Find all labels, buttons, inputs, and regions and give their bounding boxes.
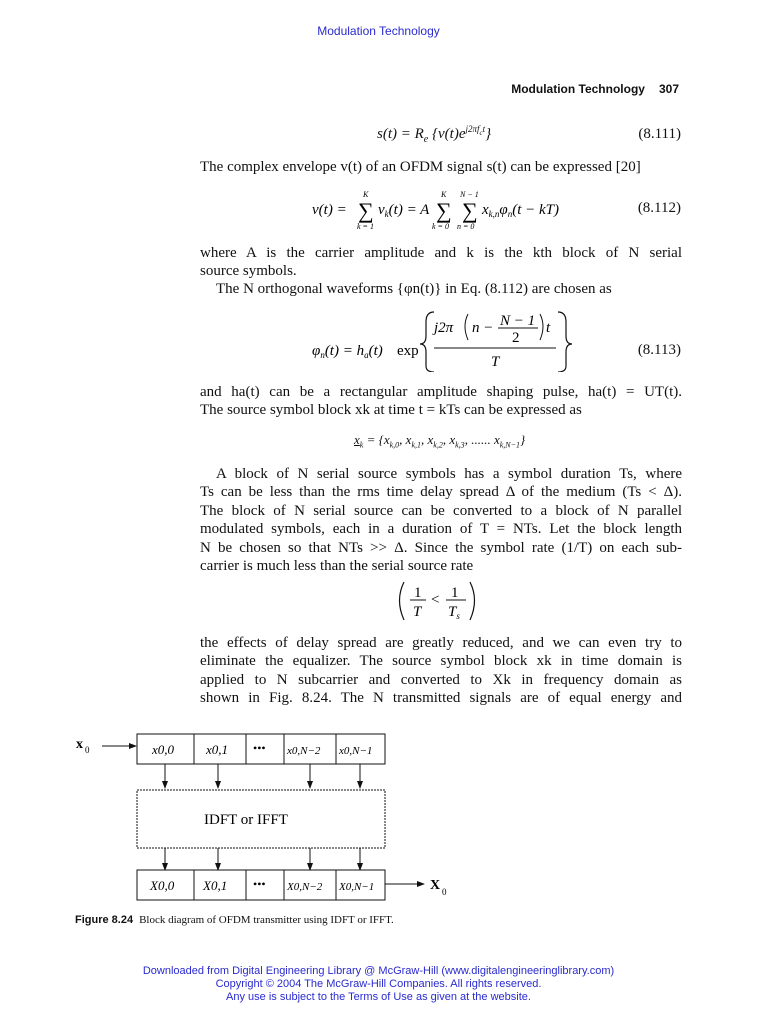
- svg-text:∑: ∑: [358, 198, 374, 223]
- svg-text:N − 1: N − 1: [460, 190, 479, 199]
- svg-text:1: 1: [451, 585, 459, 601]
- running-title: Modulation Technology: [317, 24, 440, 38]
- page-header: [511, 82, 679, 96]
- bottom-cell-1: X0,1: [203, 878, 228, 893]
- paragraph-5: A block of N serial source symbols has a symbol duration Ts, where Ts can be less than the rms time delay spread Δ of the medium (Ts < Δ). The block of N serial source can be converted to a block of N parallel modulated symbols, each in a duration of T = NTs. Let the block length N be chosen so that NTs >> Δ. Since the symbol rate (1/T) on each sub- carrier is much less than the serial source rate: [200, 466, 682, 575]
- top-cell-0: x0,0: [152, 742, 175, 757]
- bottom-cell-n1: X0,N−1: [339, 881, 375, 893]
- figure-caption: [75, 914, 394, 926]
- footer-line-2: Copyright © 2004 The McGraw-Hill Companies. All rights reserved.: [215, 978, 542, 990]
- ratio-equation: [394, 580, 484, 622]
- svg-text:t: t: [546, 320, 551, 336]
- equation-8-111: $s(t) = R_e$ $\{v(t)e^{j2\pi f_ct}\}$: [377, 124, 492, 145]
- ofdm-block-diagram: [70, 728, 470, 908]
- equation-number-8-112: (8.112): [637, 200, 681, 216]
- svg-text:K: K: [363, 190, 369, 199]
- page-number: 307: [658, 82, 679, 96]
- footer-line-3: Any use is subject to the Terms of Use as given at the website.: [226, 991, 531, 1003]
- svg-text:xk,nφn(t − kT): $x_{k,n}\varphi_n(t - kT)$: [482, 202, 560, 219]
- bottom-cell-ellipsis: •••: [253, 877, 266, 891]
- equation-8-113: [310, 308, 580, 372]
- caption-text: Block diagram of OFDM transmitter using IDFT or IFFT.: [139, 914, 394, 926]
- svg-text:vk(t) = A: $v_k(t) = A$: [378, 202, 430, 219]
- equation-8-112: [300, 186, 620, 232]
- bottom-cell-n2: X0,N−2: [287, 881, 323, 893]
- output-label: X: [430, 878, 441, 893]
- svg-text:N − 1: N − 1: [500, 313, 536, 329]
- svg-text:k = 1: k = 1: [357, 222, 374, 231]
- top-cell-1: x0,1: [206, 742, 229, 757]
- section-title: Modulation Technology: [511, 82, 645, 96]
- paragraph-4: and ha(t) can be a rectangular amplitude shaping pulse, ha(t) = UT(t). The source symbol block xk at time t = kTs can be expressed as: [200, 384, 682, 419]
- svg-text:∑: ∑: [436, 198, 452, 223]
- idft-label: IDFT or IFFT: [204, 812, 288, 828]
- paragraph-3: The N orthogonal waveforms {φn(t)} in Eq. (8.112) are chosen as: [216, 281, 612, 297]
- top-cell-n2: x0,N−2: [287, 745, 321, 757]
- paragraph-6: the effects of delay spread are greatly reduced, and we can even try to eliminate the equalizer. The source symbol block xk in time domain is applied to N subcarrier and converted to Xk in frequency domain as shown in Fig. 8.24. The N transmitted signals are of equal energy and: [200, 635, 682, 707]
- svg-text:∑: ∑: [462, 198, 478, 223]
- svg-text:T: T: [491, 354, 500, 370]
- svg-text:n = 0: n = 0: [457, 222, 475, 231]
- svg-text:j2π: j2π: [434, 320, 454, 336]
- source-block-equation: $x_k = \{x_{k,0}$, $x_{k,1}$, $x_{k,2}$, $x_{k,3}$, ...... $x_{k,N-1}$}: [354, 432, 526, 450]
- svg-text:Ts: $T_s$: [448, 604, 460, 621]
- svg-text:φn(t) = ha(t): $\varphi_n(t) = h_a(t)$: [312, 343, 383, 360]
- top-cell-n1: x0,N−1: [339, 745, 373, 757]
- svg-text:T: T: [413, 604, 422, 620]
- svg-text:1: 1: [414, 585, 422, 601]
- paragraph-1: The complex envelope v(t) of an OFDM signal s(t) can be expressed [20]: [200, 159, 641, 175]
- svg-text:0: 0: [85, 745, 90, 755]
- input-label: x: [76, 737, 83, 752]
- top-cell-ellipsis: •••: [253, 741, 266, 755]
- svg-text:0: 0: [442, 887, 447, 897]
- svg-text:<: <: [431, 592, 440, 608]
- footer-line-1[interactable]: Downloaded from Digital Engineering Library @ McGraw-Hill (www.digitalengineeringlibrary.com): [142, 965, 615, 977]
- svg-text:v(t) =: v(t) =: [312, 202, 347, 218]
- download-footer: [0, 965, 757, 1004]
- bottom-cell-0: X0,0: [150, 878, 175, 893]
- equation-number-8-113: (8.113): [637, 342, 681, 358]
- svg-text:exp: exp: [397, 343, 419, 359]
- svg-text:n −: n −: [472, 320, 494, 336]
- equation-number-8-111: (8.111): [638, 126, 681, 142]
- figure-label: Figure 8.24: [75, 914, 134, 926]
- svg-text:K: K: [441, 190, 447, 199]
- paragraph-2: where A is the carrier amplitude and k is the kth block of N serial source symbols.: [200, 245, 682, 280]
- svg-text:k = 0: k = 0: [432, 222, 449, 231]
- svg-text:2: 2: [512, 330, 520, 346]
